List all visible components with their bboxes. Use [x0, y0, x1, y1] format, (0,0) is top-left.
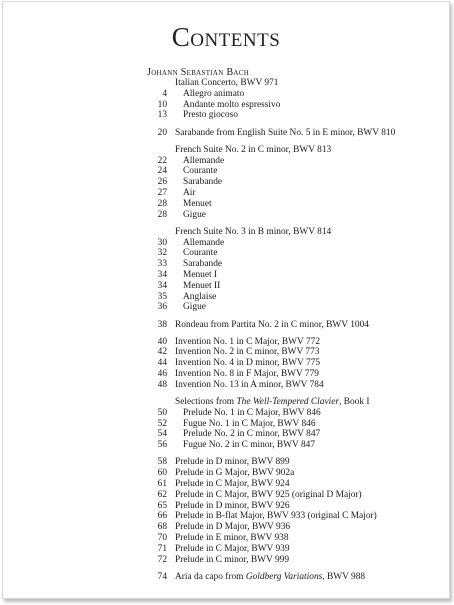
toc-entry — [3, 156, 451, 167]
toc-entry — [3, 511, 451, 522]
toc-entry-title: Gigue — [183, 209, 206, 220]
toc-entry — [3, 210, 451, 221]
toc-entry — [3, 199, 451, 210]
toc-entry — [3, 555, 451, 566]
toc-entry-title: Invention No. 13 in A minor, BWV 784 — [175, 379, 324, 390]
toc-entry-title — [175, 572, 365, 583]
toc-page-number: 72 — [157, 554, 167, 565]
toc-page-number: 58 — [157, 457, 167, 468]
toc-page-number: 34 — [157, 269, 167, 280]
toc-entry-title: Invention No. 4 in D minor, BWV 775 — [175, 358, 321, 369]
toc-entry — [3, 128, 451, 139]
group-header-title — [175, 397, 370, 408]
toc-entry — [3, 468, 451, 479]
toc-entry — [3, 501, 451, 512]
toc-group-header — [3, 397, 451, 408]
toc-entry — [3, 358, 451, 369]
toc-entry-title-part: , BWV 988 — [322, 571, 366, 582]
toc-page-number: 22 — [157, 155, 167, 166]
toc-entry — [3, 380, 451, 391]
toc-page-number: 36 — [157, 302, 167, 313]
toc-entry-title: Allemande — [183, 237, 225, 248]
toc-entry-title: Fugue No. 2 in C minor, BWV 847 — [183, 440, 316, 451]
toc-page-number: 35 — [157, 291, 167, 302]
toc-entry-title: Gigue — [183, 302, 206, 313]
toc-entry-title: Courante — [183, 166, 218, 177]
toc-page-number: 50 — [157, 407, 167, 418]
toc-entry — [3, 429, 451, 440]
toc-page-number: 42 — [157, 347, 167, 358]
toc-entry-title: Prelude in C Major, BWV 924 — [175, 479, 290, 490]
toc-entry-title: Prelude in D Major, BWV 936 — [175, 522, 291, 533]
toc-group-header — [3, 227, 451, 238]
toc-entry-title: Prelude in D minor, BWV 899 — [175, 457, 290, 468]
group-header-part: , Book I — [339, 397, 370, 408]
group-header-part: Selections from — [175, 397, 237, 408]
toc-entry — [3, 166, 451, 177]
toc-entry-title: Sarabande — [183, 177, 223, 188]
toc-entry — [3, 100, 451, 111]
group-header-title: Italian Concerto, BWV 971 — [175, 78, 279, 88]
toc-page-number: 13 — [157, 110, 167, 121]
toc-page-number: 52 — [157, 418, 167, 429]
toc-entry — [3, 490, 451, 501]
toc-page-number: 48 — [157, 379, 167, 390]
toc-page-number: 68 — [157, 522, 167, 533]
composer-name: Johann Sebastian Bach — [147, 67, 250, 78]
toc-page-number: 24 — [157, 166, 167, 177]
toc-page-number: 74 — [157, 571, 167, 582]
page-title: Contents — [171, 22, 281, 52]
toc-entry-title: Prelude No. 1 in C Major, BWV 846 — [183, 407, 321, 418]
toc-entry — [3, 440, 451, 451]
toc-entry-title: Anglaise — [183, 291, 217, 302]
toc-entry-title: Allegro animato — [183, 88, 245, 99]
toc-entry — [3, 188, 451, 199]
toc-entry-title: Rondeau from Partita No. 2 in C minor, BWV 1004 — [175, 319, 369, 330]
toc-entry-title: Menuet I — [183, 269, 218, 280]
toc-entry-title: Menuet — [183, 198, 212, 209]
toc-entry-title-part: Goldberg Variations — [245, 571, 323, 582]
toc-entry-title-part: Aria da capo from — [175, 571, 246, 582]
group-header-title: French Suite No. 3 in B minor, BWV 814 — [175, 226, 332, 237]
toc-page-number: 66 — [157, 511, 167, 522]
toc-entry — [3, 281, 451, 292]
toc-entry-title: Prelude in C Major, BWV 925 (original D Major) — [175, 489, 362, 500]
toc-entry-title: Prelude in D minor, BWV 926 — [175, 500, 290, 511]
toc-page-number: 60 — [157, 468, 167, 479]
toc-page-number: 71 — [157, 543, 167, 554]
toc-entry — [3, 248, 451, 259]
toc-page-number: 26 — [157, 177, 167, 188]
toc-page-number: 38 — [157, 319, 167, 330]
toc-entry-title: Prelude in G Major, BWV 902a — [175, 468, 295, 479]
toc-entry-title: Fugue No. 1 in C Major, BWV 846 — [183, 418, 316, 429]
toc-entry-title: Air — [183, 187, 196, 198]
toc-group-header — [3, 145, 451, 156]
toc-entry-title: Menuet II — [183, 280, 221, 291]
toc-entry — [3, 369, 451, 380]
toc-entry — [3, 457, 451, 468]
group-header-title: French Suite No. 2 in C minor, BWV 813 — [175, 144, 332, 155]
toc-entry-title: Invention No. 2 in C minor, BWV 773 — [175, 347, 320, 358]
toc-entry — [3, 238, 451, 249]
toc-entry-title: Invention No. 1 in C Major, BWV 772 — [175, 336, 321, 347]
toc-page-number: 32 — [157, 248, 167, 259]
toc-page-number: 33 — [157, 259, 167, 270]
toc-entry-title: Prelude in E minor, BWV 938 — [175, 533, 289, 544]
toc-entry-title: Sarabande from English Suite No. 5 in E minor, BWV 810 — [175, 127, 396, 138]
toc-page-number: 10 — [157, 99, 167, 110]
contents-page — [2, 1, 450, 599]
toc-page-number: 70 — [157, 533, 167, 544]
toc-page-number: 46 — [157, 369, 167, 380]
toc-entry — [3, 347, 451, 358]
toc-page-number: 65 — [157, 500, 167, 511]
toc-entry-title: Allemande — [183, 155, 225, 166]
group-header-part: The Well-Tempered Clavier — [236, 397, 340, 408]
toc-entry-title: Invention No. 8 in F Major, BWV 779 — [175, 369, 319, 380]
toc-entry — [3, 177, 451, 188]
toc-entry — [3, 259, 451, 270]
toc-entry — [3, 544, 451, 555]
toc-page-number: 61 — [157, 479, 167, 490]
toc-entry-title: Prelude in C minor, BWV 999 — [175, 554, 290, 565]
toc-page-number: 28 — [157, 198, 167, 209]
toc-page-number: 44 — [157, 358, 167, 369]
toc-page-number: 56 — [157, 440, 167, 451]
toc-entry-title: Andante molto espressivo — [183, 99, 281, 110]
toc-entry-title: Presto giocoso — [183, 110, 238, 121]
toc-entry — [3, 408, 451, 419]
toc-page-number: 28 — [157, 209, 167, 220]
toc-entry — [3, 270, 451, 281]
toc-entry — [3, 479, 451, 490]
toc-entry — [3, 292, 451, 303]
toc-page-number: 27 — [157, 187, 167, 198]
toc-page-number: 4 — [162, 88, 167, 99]
toc-entry-title: Prelude in C Major, BWV 939 — [175, 543, 290, 554]
toc-group-header — [3, 78, 451, 89]
toc-entry-title: Prelude in B-flat Major, BWV 933 (original C Major) — [175, 511, 377, 522]
toc-entry-title: Prelude No. 2 in C minor, BWV 847 — [183, 429, 321, 440]
toc-entry — [3, 522, 451, 533]
toc-entry-title: Courante — [183, 248, 218, 259]
toc-page-number: 62 — [157, 489, 167, 500]
toc-entry — [3, 337, 451, 348]
toc-page-number: 40 — [157, 336, 167, 347]
toc-entry — [3, 302, 451, 313]
toc-page-number: 20 — [157, 127, 167, 138]
toc-entry-title: Sarabande — [183, 259, 223, 270]
toc-entry — [3, 572, 451, 583]
toc-page-number: 54 — [157, 429, 167, 440]
toc-entry — [3, 110, 451, 121]
toc-entry — [3, 320, 451, 331]
toc-page-number: 34 — [157, 280, 167, 291]
toc-entry — [3, 419, 451, 430]
toc-page-number: 30 — [157, 237, 167, 248]
table-of-contents — [3, 78, 451, 583]
toc-entry — [3, 533, 451, 544]
toc-entry — [3, 89, 451, 100]
